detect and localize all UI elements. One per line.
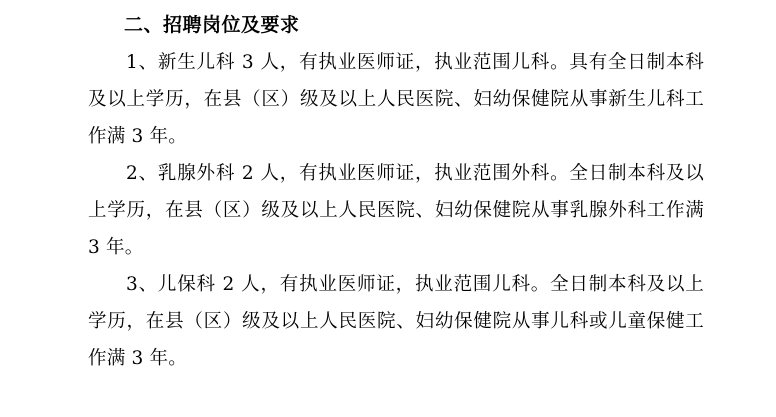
requirement-paragraph-2: 2、乳腺外科 2 人，有执业医师证，执业范围外科。全日制本科及以上学历，在县（区）级及以上人民医院、妇幼保健院从事乳腺外科工作满 3 年。 — [88, 163, 704, 258]
section-heading: 二、招聘岗位及要求 — [124, 14, 300, 36]
requirement-paragraph-3: 3、儿保科 2 人，有执业医师证，执业范围儿科。全日制本科及以上学历，在县（区）级及以上人民医院、妇幼保健院从事儿科或儿童保健工作满 3 年。 — [88, 274, 704, 369]
requirement-paragraph-1: 1、新生儿科 3 人，有执业医师证，执业范围儿科。具有全日制本科及以上学历，在县（区）级及以上人民医院、妇幼保健院从事新生儿科工作满 3 年。 — [88, 52, 704, 147]
